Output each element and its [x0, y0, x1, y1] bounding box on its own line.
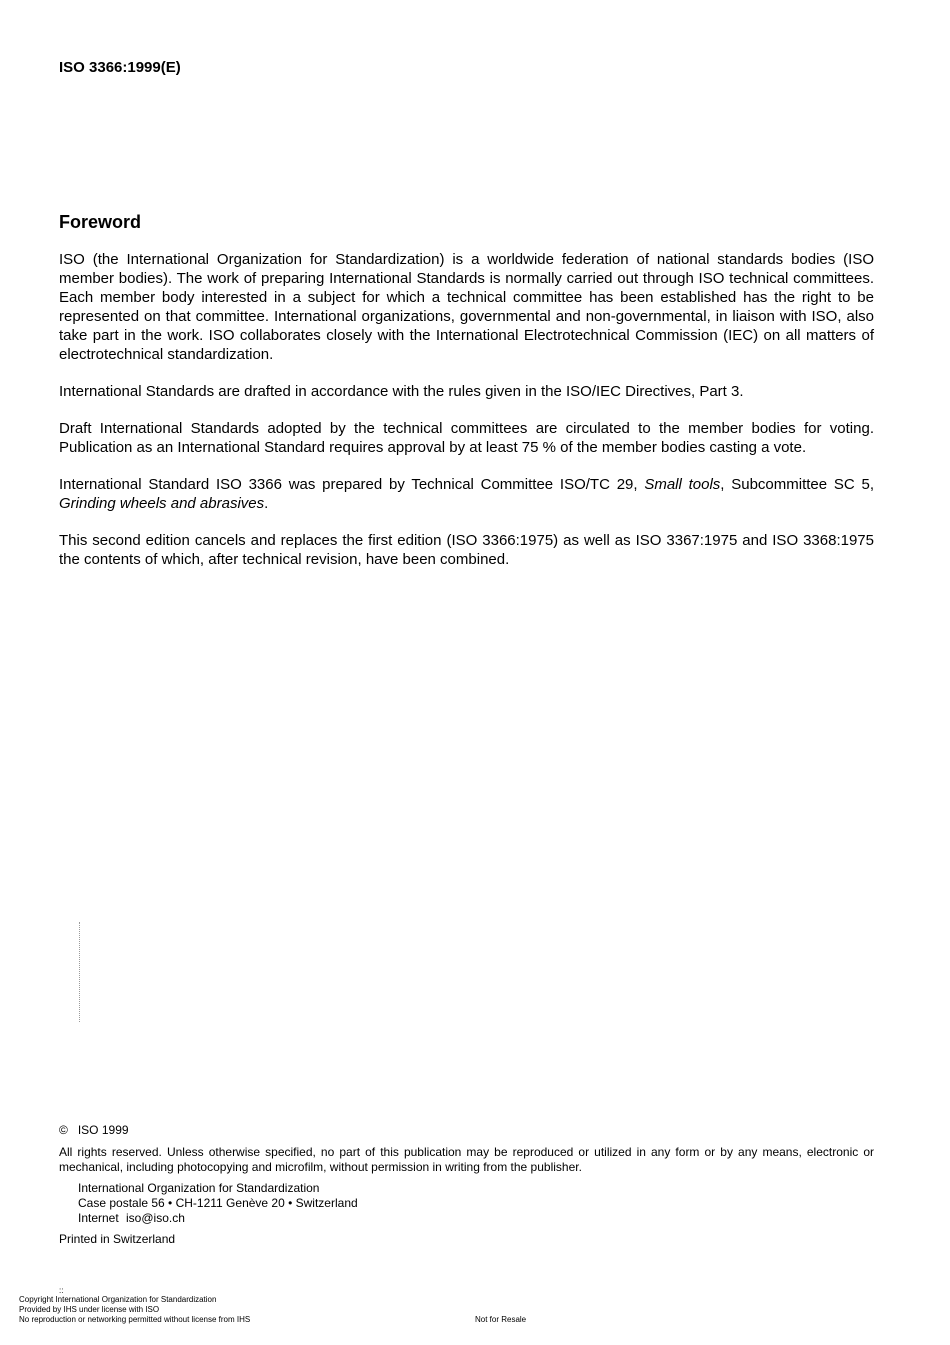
footer-restriction: No reproduction or networking permitted without license from IHS [19, 1315, 251, 1324]
paragraph-4-text-c: . [264, 495, 269, 512]
rights-statement: All rights reserved. Unless otherwise specified, no part of this publication may be reproduced or utilized in any form or by any means, electronic or mechanical, including photocopying and microfilm, without permission in writing from the publisher. [59, 1145, 874, 1174]
technical-committee-title: Small tools [644, 476, 721, 493]
foreword-paragraph-2: International Standards are drafted in accordance with the rules given in the ISO/IEC Directives, Part 3. [59, 383, 744, 400]
not-for-resale: Not for Resale [475, 1315, 527, 1324]
document-identifier: ISO 3366:1999(E) [59, 59, 181, 76]
foreword-heading: Foreword [59, 212, 142, 232]
printed-in: Printed in Switzerland [59, 1232, 176, 1246]
publisher-address [78, 1181, 874, 1226]
license-footer [19, 1287, 919, 1325]
paragraph-4-text-a: International Standard ISO 3366 was prepared by Technical Committee ISO/TC 29, [59, 476, 645, 493]
copyright-year: ISO 1999 [77, 1123, 129, 1137]
internet-email: iso@iso.ch [126, 1211, 185, 1225]
foreword-paragraph-5: This second edition cancels and replaces the first edition (ISO 3366:1975) as well as ISO 3367:1975 and ISO 3368:1975 the contents of which, after technical revision, have been combined. [59, 532, 874, 568]
org-postal-address: Case postale 56 • CH-1211 Genève 20 • Switzerland [78, 1196, 358, 1210]
footer-marks: :: [59, 1286, 64, 1295]
footer-copyright: Copyright International Organization for Standardization [19, 1295, 217, 1304]
org-name: International Organization for Standardization [78, 1181, 320, 1195]
foreword-paragraph-3: Draft International Standards adopted by the technical committees are circulated to the member bodies for voting. Publication as an International Standard requires approval by at least 75 % of the member bodies casting a vote. [59, 420, 874, 456]
copyright-block [59, 1123, 874, 1247]
foreword-body [59, 250, 874, 587]
copyright-symbol: © [59, 1123, 68, 1137]
copyright-line [59, 1123, 874, 1138]
org-internet [78, 1211, 874, 1226]
subcommittee-title: Grinding wheels and abrasives [59, 495, 265, 512]
foreword-paragraph-4 [59, 475, 874, 513]
internet-label: Internet [78, 1211, 119, 1225]
footer-provider: Provided by IHS under license with ISO [19, 1305, 160, 1314]
scan-artifact-dots [79, 922, 84, 1022]
paragraph-4-text-b: , Subcommittee SC 5, [720, 476, 874, 493]
foreword-paragraph-1: ISO (the International Organization for Standardization) is a worldwide federation of national standards bodies (ISO member bodies). The work of preparing International Standards is normally carried out through ISO technical committees. Each member body interested in a subject for which a technical committee has been established has the right to be represented on that committee. International organizations, governmental and non-governmental, in liaison with ISO, also take part in the work. ISO collaborates closely with the International Electrotechnical Commission (IEC) on all matters of electrotechnical standardization. [59, 251, 874, 363]
